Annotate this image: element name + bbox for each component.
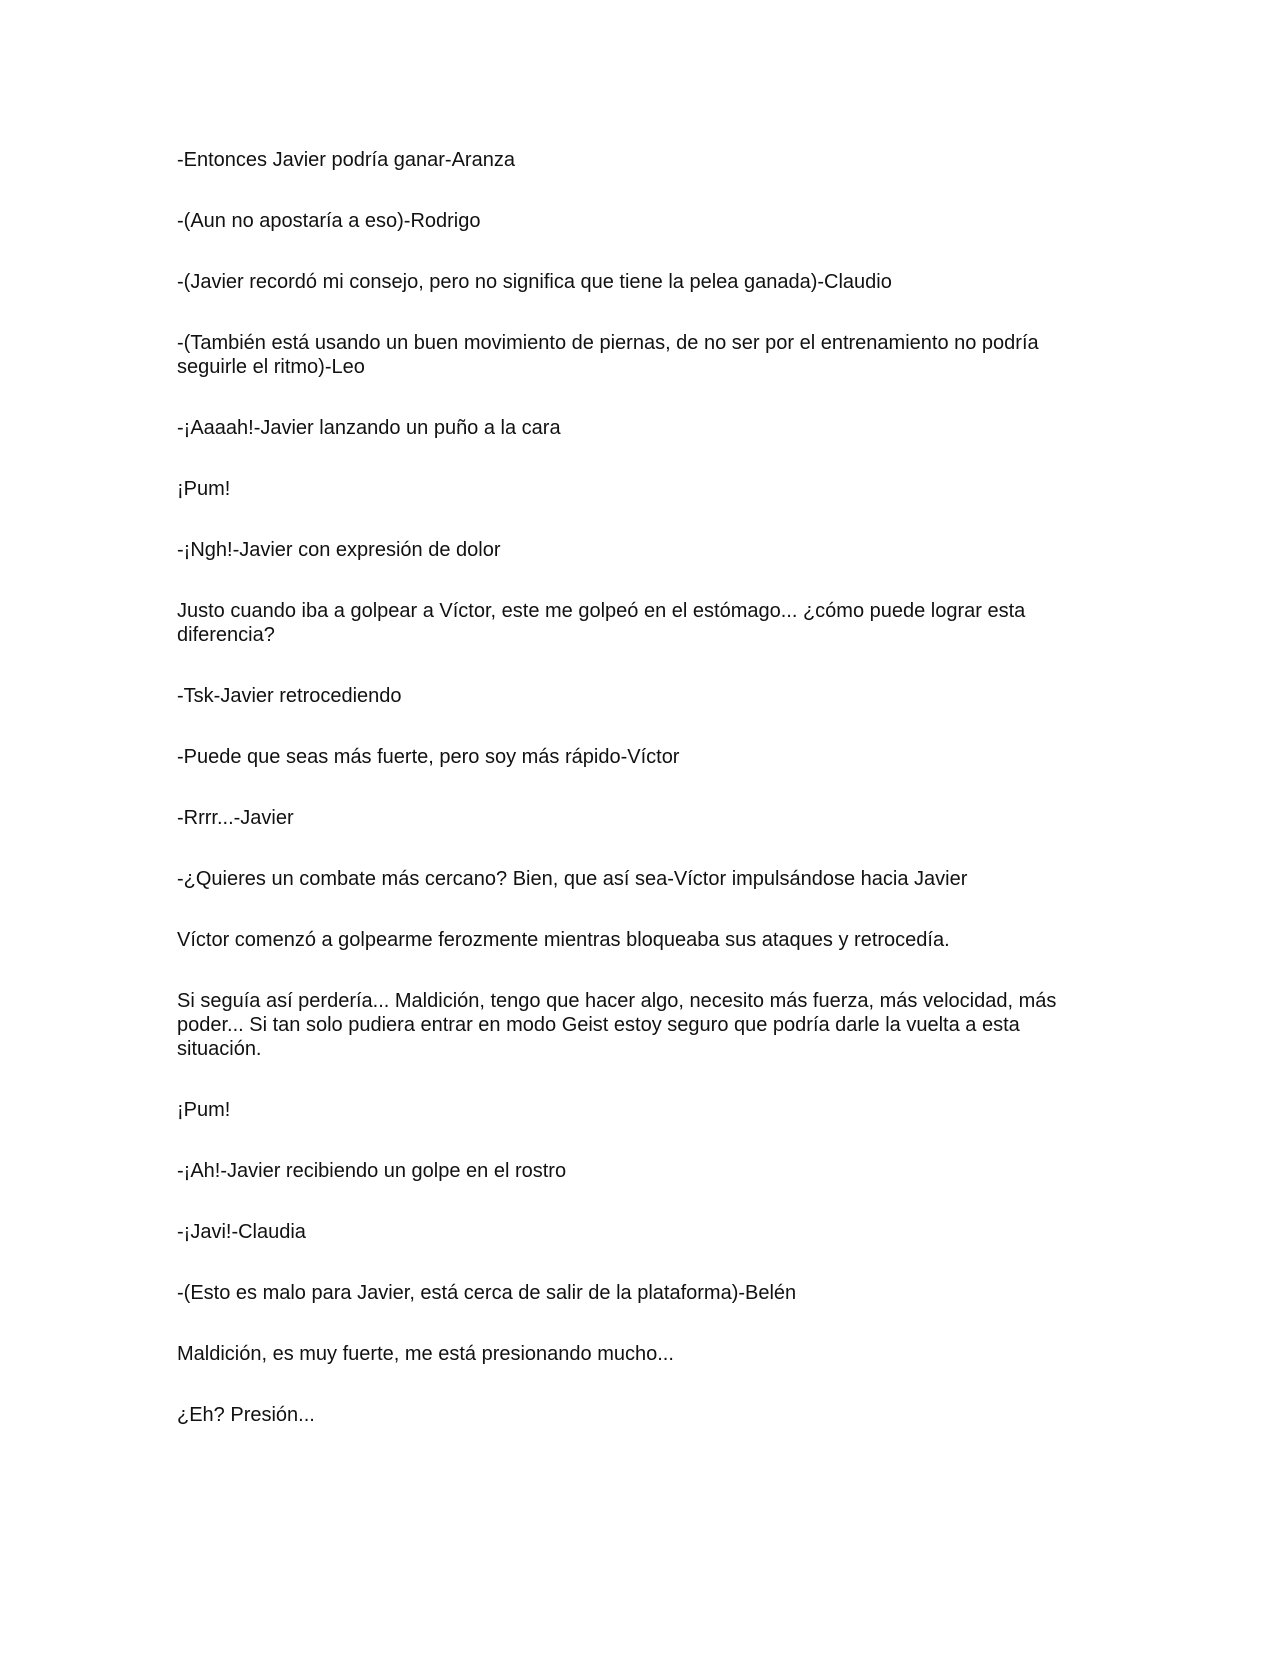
paragraph: -(Esto es malo para Javier, está cerca de salir de la plataforma)-Belén	[177, 1282, 797, 1304]
paragraph: Si seguía así perdería... Maldición, tengo que hacer algo, necesito más fuerza, más velocidad, más poder... Si tan solo pudiera entrar en modo Geist estoy seguro que podría darle la vuelta a esta situación.	[177, 990, 1057, 1060]
paragraph: -¡Javi!-Claudia	[177, 1221, 306, 1243]
paragraph: -(También está usando un buen movimiento de piernas, de no ser por el entrenamiento no podría seguirle el ritmo)-Leo	[177, 332, 1039, 378]
paragraph: -¡Ngh!-Javier con expresión de dolor	[177, 539, 501, 561]
document-body	[177, 148, 1103, 1464]
paragraph: -Rrrr...-Javier	[177, 807, 294, 829]
paragraph: ¡Pum!	[177, 478, 231, 500]
paragraph: -¿Quieres un combate más cercano? Bien, que así sea-Víctor impulsándose hacia Javier	[177, 868, 968, 890]
paragraph: -Entonces Javier podría ganar-Aranza	[177, 149, 515, 171]
paragraph: Maldición, es muy fuerte, me está presionando mucho...	[177, 1343, 674, 1365]
paragraph: Víctor comenzó a golpearme ferozmente mientras bloqueaba sus ataques y retrocedía.	[177, 929, 950, 951]
paragraph: -(Aun no apostaría a eso)-Rodrigo	[177, 210, 481, 232]
paragraph: ¿Eh? Presión...	[177, 1404, 315, 1426]
paragraph: -¡Ah!-Javier recibiendo un golpe en el rostro	[177, 1160, 567, 1182]
paragraph: -¡Aaaah!-Javier lanzando un puño a la cara	[177, 417, 561, 439]
paragraph: Justo cuando iba a golpear a Víctor, este me golpeó en el estómago... ¿cómo puede lograr esta diferencia?	[177, 600, 1026, 646]
paragraph: ¡Pum!	[177, 1099, 231, 1121]
paragraph: -Puede que seas más fuerte, pero soy más rápido-Víctor	[177, 746, 680, 768]
paragraph: -(Javier recordó mi consejo, pero no significa que tiene la pelea ganada)-Claudio	[177, 271, 892, 293]
paragraph: -Tsk-Javier retrocediendo	[177, 685, 402, 707]
